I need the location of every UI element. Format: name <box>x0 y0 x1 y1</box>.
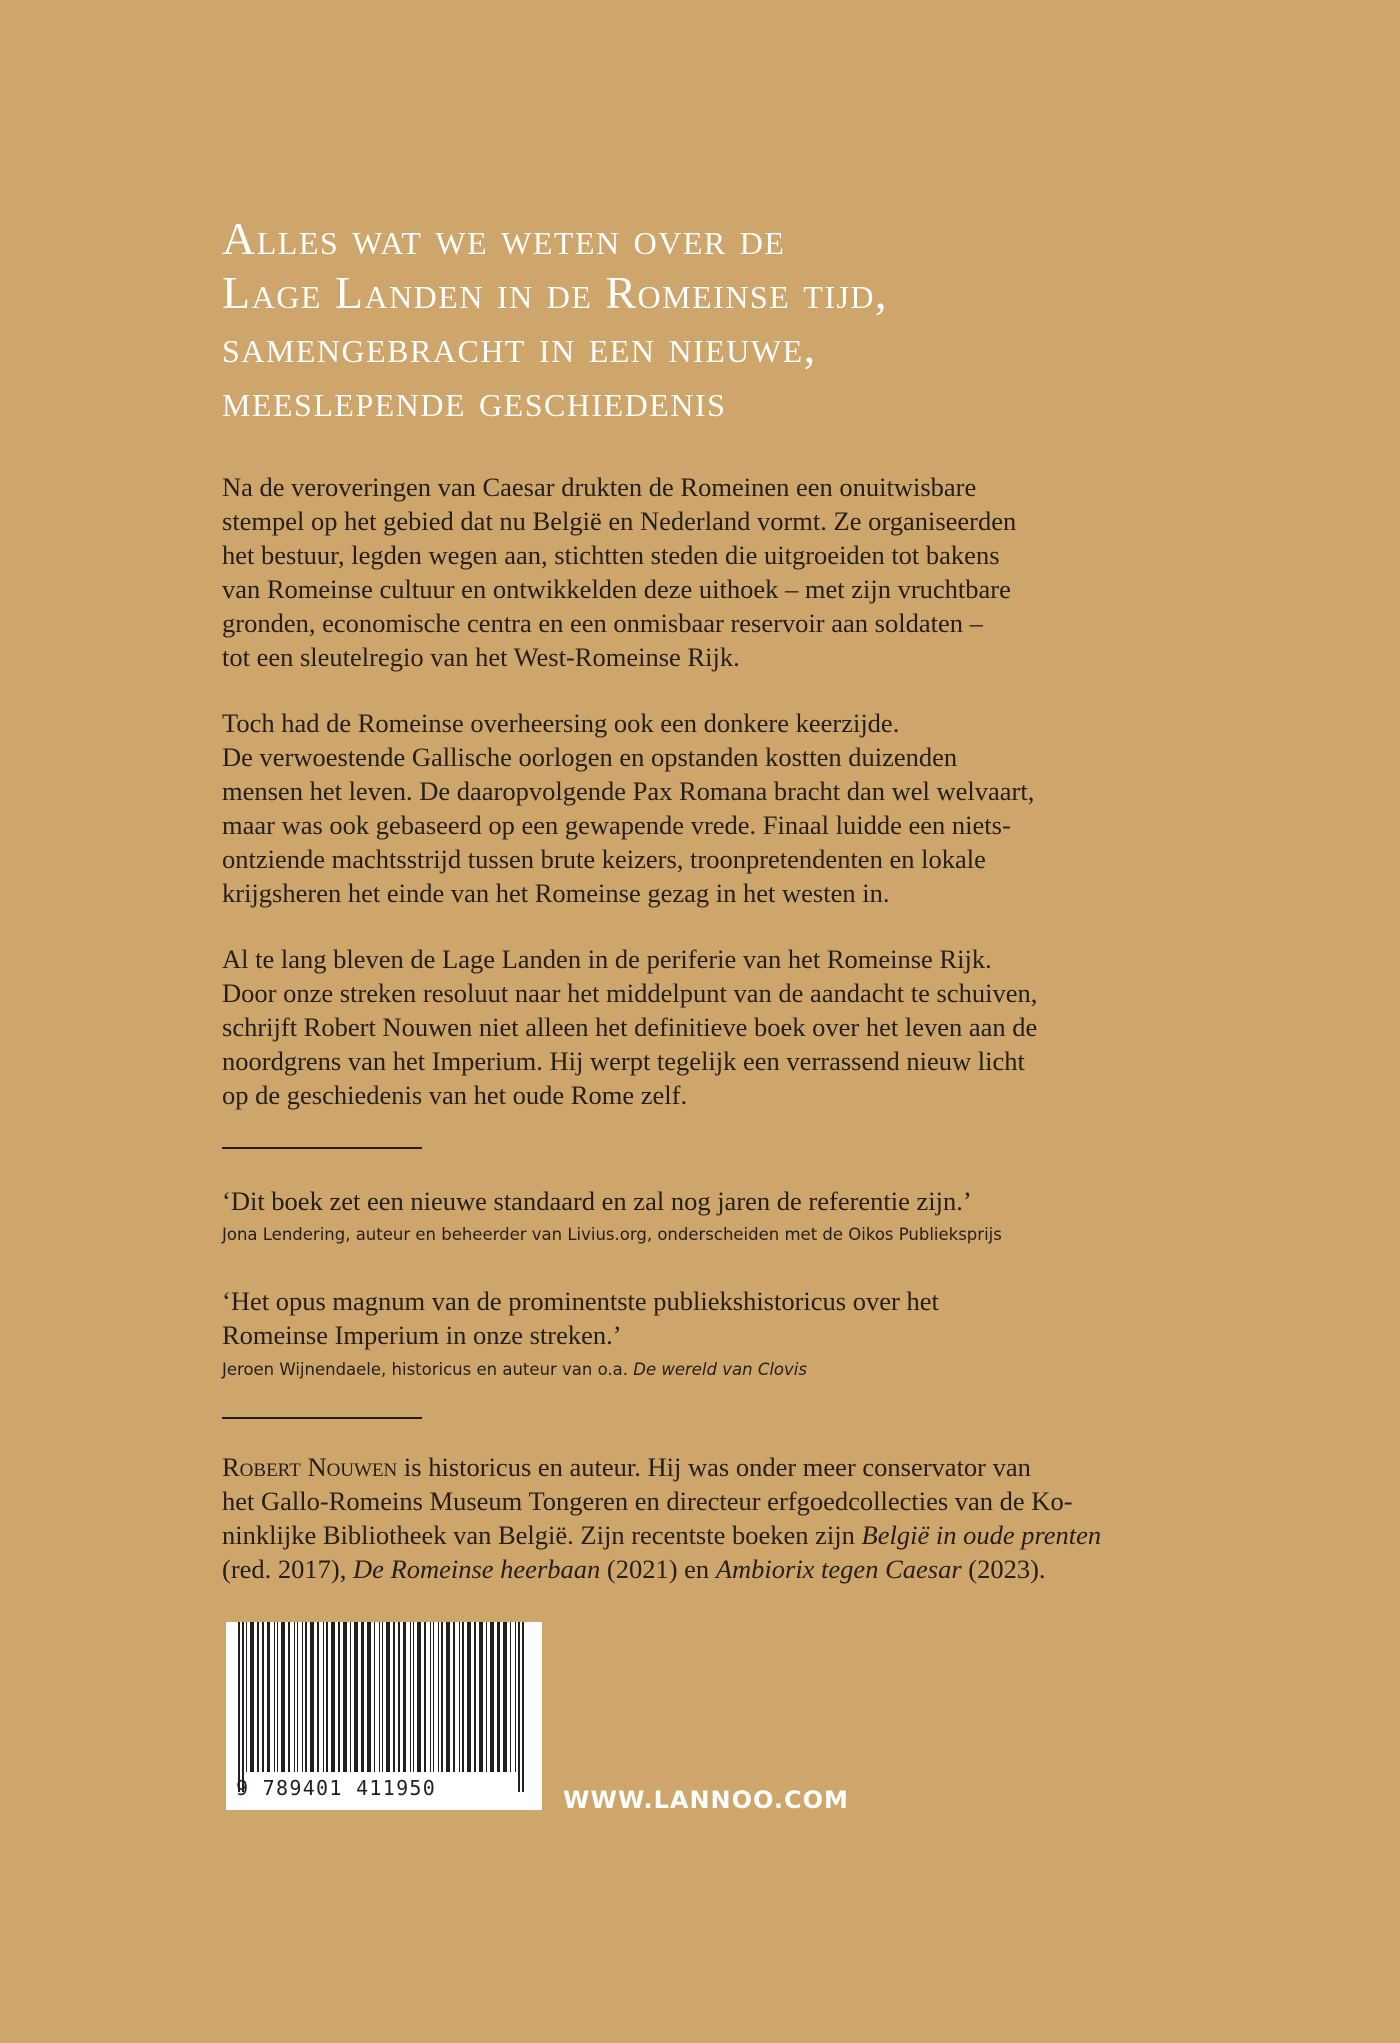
headline-line: Lage Landen in de Romeinse tijd, <box>222 267 889 318</box>
text-line: Toch had de Romeinse overheersing ook een donkere keerzijde. <box>222 708 900 738</box>
text-line: schrijft Robert Nouwen niet alleen het definitieve boek over het leven aan de <box>222 1012 1038 1042</box>
blurb-paragraph-1 <box>222 470 1222 674</box>
isbn-digits: 9 789401 411950 <box>236 1776 437 1800</box>
barcode-bar <box>317 1622 319 1772</box>
headline-line: Alles wat we weten over de <box>222 213 786 264</box>
barcode-bar <box>474 1622 476 1772</box>
barcode-bar <box>246 1622 247 1772</box>
barcode-guard-bar <box>518 1622 520 1792</box>
headline-line: samengebracht in een nieuwe, <box>222 321 817 372</box>
barcode-bar <box>354 1622 358 1772</box>
text-line: maar was ook gebaseerd op een gewapende vrede. Finaal luidde een niets- <box>222 810 1011 840</box>
barcode-bar <box>331 1622 335 1772</box>
barcode-bar <box>361 1622 364 1772</box>
divider <box>222 1147 422 1149</box>
text-line: De verwoestende Gallische oorlogen en opstanden kostten duizenden <box>222 742 958 772</box>
barcode-bar <box>310 1622 314 1772</box>
attribution-text: Jeroen Wijnendaele, historicus en auteur van o.a. <box>222 1360 634 1379</box>
attribution-text: Jona Lendering, auteur en beheerder van Livius.org, onderscheiden met de Oikos Publieksprijs <box>222 1225 1002 1244</box>
text-line: gronden, economische centra en een onmisbaar reservoir aan soldaten – <box>222 608 983 638</box>
quote-line: ‘Dit boek zet een nieuwe standaard en zal nog jaren de referentie zijn.’ <box>222 1186 972 1216</box>
barcode-bar <box>479 1622 483 1772</box>
barcode-bar <box>343 1622 347 1772</box>
book-title: De Romeinse heerbaan <box>353 1554 601 1584</box>
barcode-bar <box>277 1622 278 1772</box>
text-line: mensen het leven. De daaropvolgende Pax Romana bracht dan wel welvaart, <box>222 776 1035 806</box>
barcode-bar <box>382 1622 383 1772</box>
barcode-bar <box>453 1622 455 1772</box>
text-line: ontziende machtsstrijd tussen brute keizers, troonpretendenten en lokale <box>222 844 986 874</box>
text-line: Na de veroveringen van Caesar drukten de Romeinen een onuitwisbare <box>222 472 977 502</box>
barcode-bar <box>288 1622 290 1772</box>
barcode-bar <box>410 1622 411 1772</box>
text-line: van Romeinse cultuur en ontwikkelden deze uithoek – met zijn vruchtbare <box>222 574 1011 604</box>
barcode-bar <box>281 1622 285 1772</box>
barcode-bar <box>433 1622 434 1772</box>
barcode-bar <box>446 1622 450 1772</box>
barcode-bar <box>250 1622 254 1772</box>
barcode-bar <box>515 1622 516 1772</box>
barcode-bar <box>379 1622 380 1772</box>
barcode-bar <box>338 1622 340 1772</box>
blurb-paragraph-3 <box>222 942 1222 1112</box>
quote-line: Romeinse Imperium in onze streken.’ <box>222 1320 622 1350</box>
book-title: België in oude prenten <box>861 1520 1102 1550</box>
barcode-bar <box>323 1622 324 1772</box>
headline-line: meeslepende geschiedenis <box>222 375 727 426</box>
barcode-bar <box>398 1622 400 1772</box>
barcode-bar <box>374 1622 375 1772</box>
text-line: het bestuur, legden wegen aan, stichtten steden die uitgroeiden tot bakens <box>222 540 1000 570</box>
barcode-bar <box>424 1622 426 1772</box>
review-quote-1 <box>222 1184 1222 1218</box>
bio-text: ninklijke Bibliotheek van België. Zijn recentste boeken zijn <box>222 1520 862 1550</box>
text-line: krijgsheren het einde van het Romeinse gezag in het westen in. <box>222 878 890 908</box>
text-line: stempel op het gebied dat nu België en Nederland vormt. Ze organiseerden <box>222 506 1017 536</box>
barcode-bar <box>438 1622 439 1772</box>
quote-line: ‘Het opus magnum van de prominentste publiekshistoricus over het <box>222 1286 939 1316</box>
text-line <box>222 1552 1222 1586</box>
review-quote-2 <box>222 1284 1222 1352</box>
barcode-bar <box>267 1622 270 1772</box>
bio-text: (red. 2017), <box>222 1554 353 1584</box>
bio-text: (2023). <box>961 1554 1046 1584</box>
barcode-bar <box>462 1622 464 1772</box>
text-line: Door onze streken resoluut naar het middelpunt van de aandacht te schuiven, <box>222 978 1038 1008</box>
barcode-bar <box>257 1622 259 1772</box>
book-title: Ambiorix tegen Caesar <box>715 1554 962 1584</box>
barcode-bar <box>510 1622 511 1772</box>
barcode-bar <box>302 1622 303 1772</box>
text-line: op de geschiedenis van het oude Rome zelf. <box>222 1080 688 1110</box>
quote-attribution-1 <box>222 1224 1222 1246</box>
barcode-bar <box>350 1622 351 1772</box>
barcode-bar <box>294 1622 295 1772</box>
barcode <box>226 1622 542 1810</box>
barcode-bar <box>503 1622 507 1772</box>
barcode-bar <box>490 1622 494 1772</box>
barcode-guard-bar <box>238 1622 240 1792</box>
quote-attribution-2 <box>222 1359 1222 1381</box>
text-line <box>222 1518 1222 1552</box>
text-line: tot een sleutelregio van het West-Romeinse Rijk. <box>222 642 740 672</box>
barcode-bar <box>486 1622 487 1772</box>
barcode-bar <box>305 1622 307 1772</box>
text-line: het Gallo-Romeins Museum Tongeren en directeur erfgoedcollecties van de Ko- <box>222 1486 1073 1516</box>
author-bio <box>222 1450 1222 1586</box>
barcode-bar <box>430 1622 431 1772</box>
barcode-guard-bar <box>522 1622 524 1792</box>
barcode-bar <box>386 1622 390 1772</box>
attribution-title: De wereld van Clovis <box>633 1360 807 1379</box>
barcode-guard-bar <box>242 1622 244 1792</box>
barcode-bar <box>262 1622 264 1772</box>
headline <box>222 212 1222 428</box>
author-name: Robert Nouwen <box>222 1452 398 1482</box>
text-line: noordgrens van het Imperium. Hij werpt tegelijk een verrassend nieuw licht <box>222 1046 1025 1076</box>
publisher-website[interactable]: WWW.LANNOO.COM <box>563 1786 849 1814</box>
barcode-bar <box>403 1622 406 1772</box>
bio-text: (2021) en <box>600 1554 716 1584</box>
divider <box>222 1417 422 1419</box>
barcode-bar <box>326 1622 328 1772</box>
barcode-bar <box>497 1622 500 1772</box>
barcode-bar <box>417 1622 421 1772</box>
barcode-bar <box>274 1622 275 1772</box>
barcode-bar <box>413 1622 414 1772</box>
text-line <box>222 1450 1222 1484</box>
barcode-bar <box>393 1622 395 1772</box>
barcode-bar <box>459 1622 460 1772</box>
bio-text: is historicus en auteur. Hij was onder meer conservator van <box>397 1452 1031 1482</box>
barcode-bar <box>441 1622 443 1772</box>
barcode-bar <box>367 1622 371 1772</box>
barcode-bar <box>467 1622 471 1772</box>
barcode-bar <box>297 1622 298 1772</box>
text-line: Al te lang bleven de Lage Landen in de periferie van het Romeinse Rijk. <box>222 944 992 974</box>
blurb-paragraph-2 <box>222 706 1222 910</box>
